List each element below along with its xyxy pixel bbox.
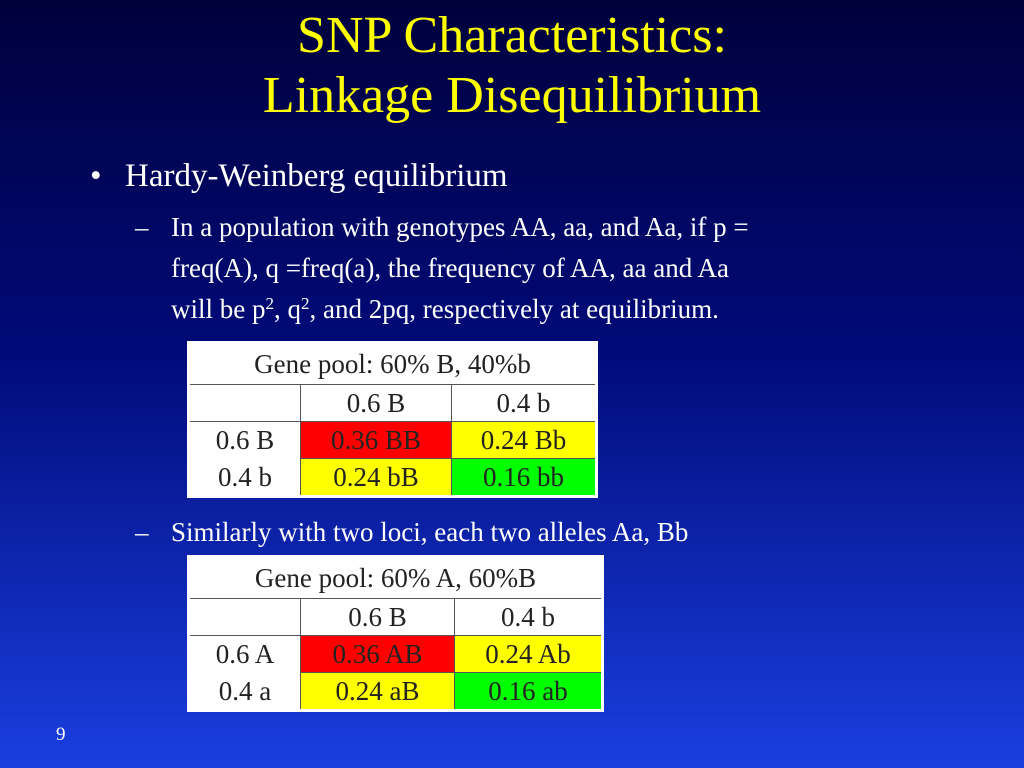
column-header: 0.4 b <box>451 385 596 422</box>
dash-marker: – <box>135 517 149 547</box>
table-cell: 0.16 ab <box>454 673 602 711</box>
column-header: 0.4 b <box>454 599 602 636</box>
column-header: 0.6 B <box>301 599 455 636</box>
table-cell: 0.36 BB <box>301 422 452 459</box>
row-label: 0.4 a <box>189 673 301 711</box>
bullet-marker: • <box>90 158 102 194</box>
gene-pool-table-1 <box>187 341 598 498</box>
slide-title <box>0 6 1024 126</box>
table-cell: 0.16 bb <box>451 459 596 497</box>
table-cell: 0.24 aB <box>301 673 455 711</box>
row-label: 0.4 b <box>189 459 301 497</box>
title-line-1: SNP Characteristics: <box>297 7 727 64</box>
table-cell: 0.24 Bb <box>451 422 596 459</box>
sub-line-3-b: , q <box>274 294 301 324</box>
page-number: 9 <box>56 724 66 745</box>
sub-bullet-text <box>171 207 749 330</box>
dash-marker: – <box>135 212 149 242</box>
row-label: 0.6 B <box>189 422 301 459</box>
bullet-text: Hardy-Weinberg equilibrium <box>125 158 508 194</box>
table-cell: 0.24 Ab <box>454 636 602 673</box>
empty-corner-cell <box>189 599 301 636</box>
sub-line-1: In a population with genotypes AA, aa, and Aa, if p = <box>171 212 749 242</box>
sub-bullet-text: Similarly with two loci, each two alleles Aa, Bb <box>171 517 689 547</box>
table-cell: 0.36 AB <box>301 636 455 673</box>
title-line-2: Linkage Disequilibrium <box>262 67 762 124</box>
table-header: Gene pool: 60% B, 40%b <box>189 343 597 385</box>
sub-line-3-a: will be p <box>171 294 266 324</box>
gene-pool-table-2 <box>187 555 604 712</box>
table-header: Gene pool: 60% A, 60%B <box>189 557 603 599</box>
sub-line-2: freq(A), q =freq(a), the frequency of AA, aa and Aa <box>171 253 729 283</box>
sub-line-3 <box>171 289 749 330</box>
sub-line-3-c: , and 2pq, respectively at equilibrium. <box>309 294 719 324</box>
row-label: 0.6 A <box>189 636 301 673</box>
column-header: 0.6 B <box>301 385 452 422</box>
superscript-q: 2 <box>301 294 310 313</box>
superscript-p: 2 <box>265 294 274 313</box>
empty-corner-cell <box>189 385 301 422</box>
table-cell: 0.24 bB <box>301 459 452 497</box>
